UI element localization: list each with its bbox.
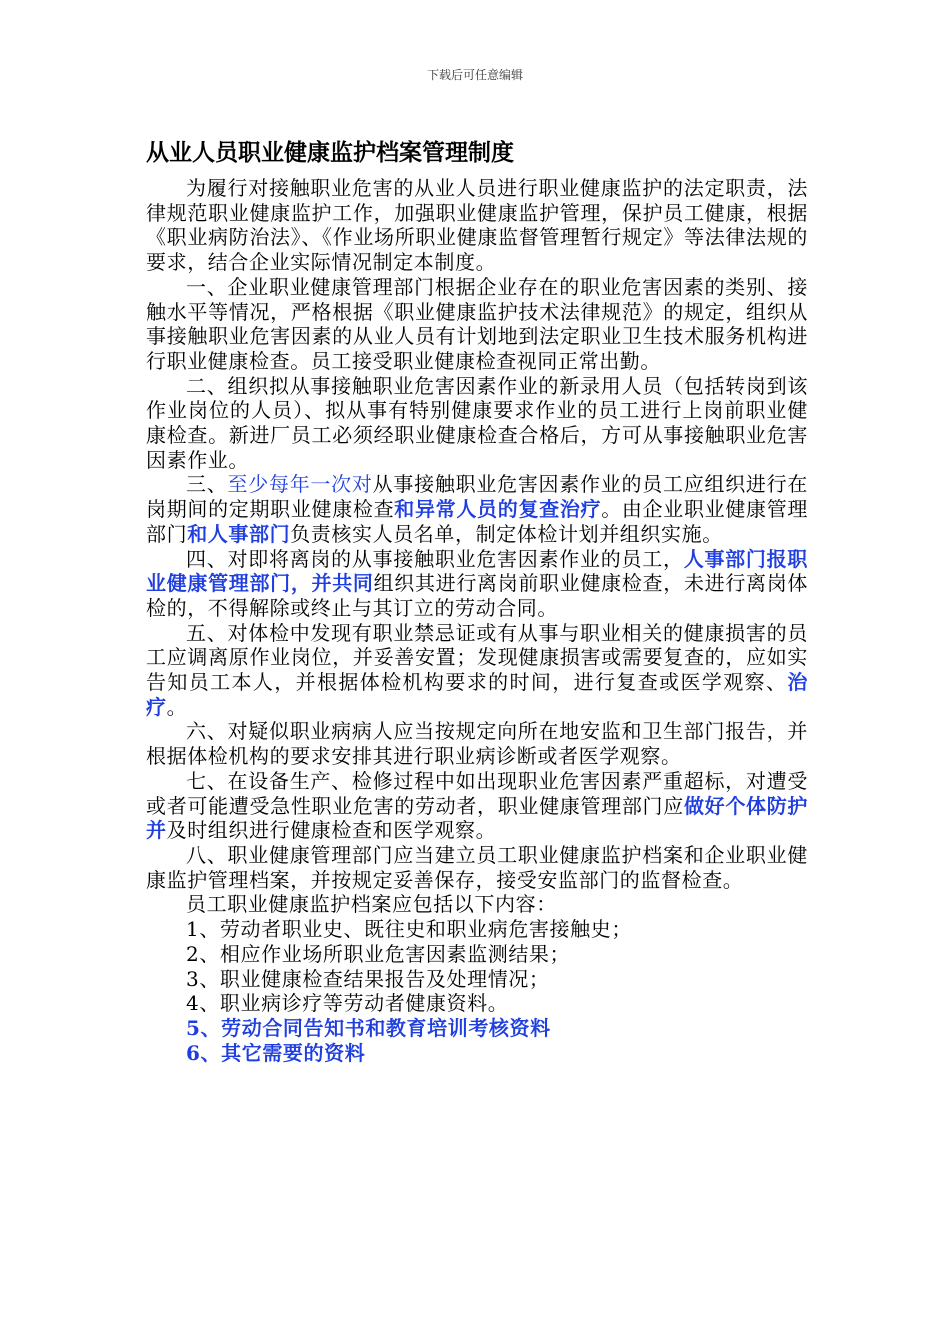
- paragraph-2: [146, 275, 808, 374]
- text-segment: 至少每年一次对: [227, 472, 373, 497]
- list-item-text: 4、职业病诊疗等劳动者健康资料。: [186, 991, 509, 1016]
- list-item-text: 1、劳动者职业史、既往史和职业病危害接触史；: [186, 917, 632, 942]
- page-header: 下载后可任意编辑: [426, 68, 523, 82]
- list-item: [146, 991, 808, 1016]
- list-item: [146, 1016, 808, 1041]
- paragraph-9: [146, 843, 808, 892]
- paragraph-10: [146, 892, 808, 917]
- text-segment: 三、: [186, 472, 228, 497]
- text-segment: 八、职业健康管理部门应当建立员工职业健康监护档案和企业职业健康监护管理档案，并按规定妥善保存，接受安监部门的监督检查。: [146, 842, 808, 892]
- paragraph-8: [146, 769, 808, 843]
- document-body: [146, 176, 808, 1065]
- list-item-text: 5、劳动合同告知书和教育培训考核资料: [186, 1015, 551, 1040]
- text-segment: 为履行对接触职业危害的从业人员进行职业健康监护的法定职责，法律规范职业健康监护工作，加强职业健康监护管理，保护员工健康，根据《职业病防治法》、《作业场所职业健康监督管理暂行规定》等法律法规的要求，结合企业实际情况制定本制度。: [146, 176, 808, 275]
- text-segment: 做好个体防护并: [146, 793, 808, 843]
- document-title: 从业人员职业健康监护档案管理制度: [146, 139, 514, 166]
- text-segment: 。由企业职业健康管理部门: [146, 497, 809, 546]
- text-segment: 人事部门报职业健康管理部门，并共同: [146, 546, 808, 596]
- paragraph-5: [146, 547, 808, 621]
- paragraph-7: [146, 719, 808, 768]
- text-segment: 二、组织拟从事接触职业危害因素作业的新录用人员（包括转岗到该作业岗位的人员）、拟从事有特别健康要求作业的员工进行上岗前职业健康检查。新进厂员工必须经职业健康检查合格后，方可从事接触职业危害因素作业。: [146, 373, 808, 472]
- list-item: [146, 967, 808, 992]
- text-segment: 六、对疑似职业病病人应当按规定向所在地安监和卫生部门报告，并根据体检机构的要求安排其进行职业病诊断或者医学观察。: [146, 719, 808, 769]
- text-segment: 组织其进行离岗前职业健康检查，未进行离岗体检的，不得解除或终止与其订立的劳动合同。: [146, 571, 808, 620]
- text-segment: 从事接触职业危害因素作业的员工应组织进行在岗期间的定期职业健康检查: [146, 472, 809, 522]
- list-item: [146, 942, 808, 967]
- paragraph-6: [146, 621, 808, 720]
- text-segment: 治疗: [146, 670, 808, 719]
- text-segment: 一、企业职业健康管理部门根据企业存在的职业危害因素的类别、接触水平等情况，严格根据《职业健康监护技术法律规范》的规定，组织从事接触职业危害因素的从业人员有计划地到法定职业卫生技术服务机构进行职业健康检查。员工接受职业健康检查视同正常出勤。: [146, 274, 808, 373]
- text-segment: 负责核实人员名单，制定体检计划并组织实施。: [290, 521, 723, 546]
- text-segment: 七、在设备生产、检修过程中如出现职业危害因素严重超标，对遭受或者可能遭受急性职业危害的劳动者，职业健康管理部门应: [146, 768, 808, 818]
- paragraph-1: [146, 176, 808, 275]
- text-segment: 五、对体检中发现有职业禁忌证或有从事与职业相关的健康损害的员工应调离原作业岗位，并妥善安置；发现健康损害或需要复查的，应如实告知员工本人，并根据体检机构要求的时间，进行复查或医学观察、: [146, 620, 808, 695]
- text-segment: 。: [166, 694, 188, 719]
- text-segment: 及时组织进行健康检查和医学观察。: [166, 818, 497, 843]
- text-segment: 四、对即将离岗的从事接触职业危害因素作业的员工，: [186, 546, 684, 571]
- paragraph-3: [146, 374, 808, 473]
- text-segment: 和异常人员的复查治疗: [394, 497, 602, 522]
- list-item-text: 6、其它需要的资料: [186, 1040, 366, 1065]
- text-segment: 和人事部门: [187, 521, 291, 546]
- paragraph-4: [146, 472, 808, 546]
- text-segment: 员工职业健康监护档案应包括以下内容：: [186, 892, 557, 917]
- list-item: [146, 917, 808, 942]
- list-item-text: 2、相应作业场所职业危害因素监测结果；: [186, 941, 571, 966]
- list-item: [146, 1041, 808, 1066]
- list-item-text: 3、职业健康检查结果报告及处理情况；: [186, 966, 550, 991]
